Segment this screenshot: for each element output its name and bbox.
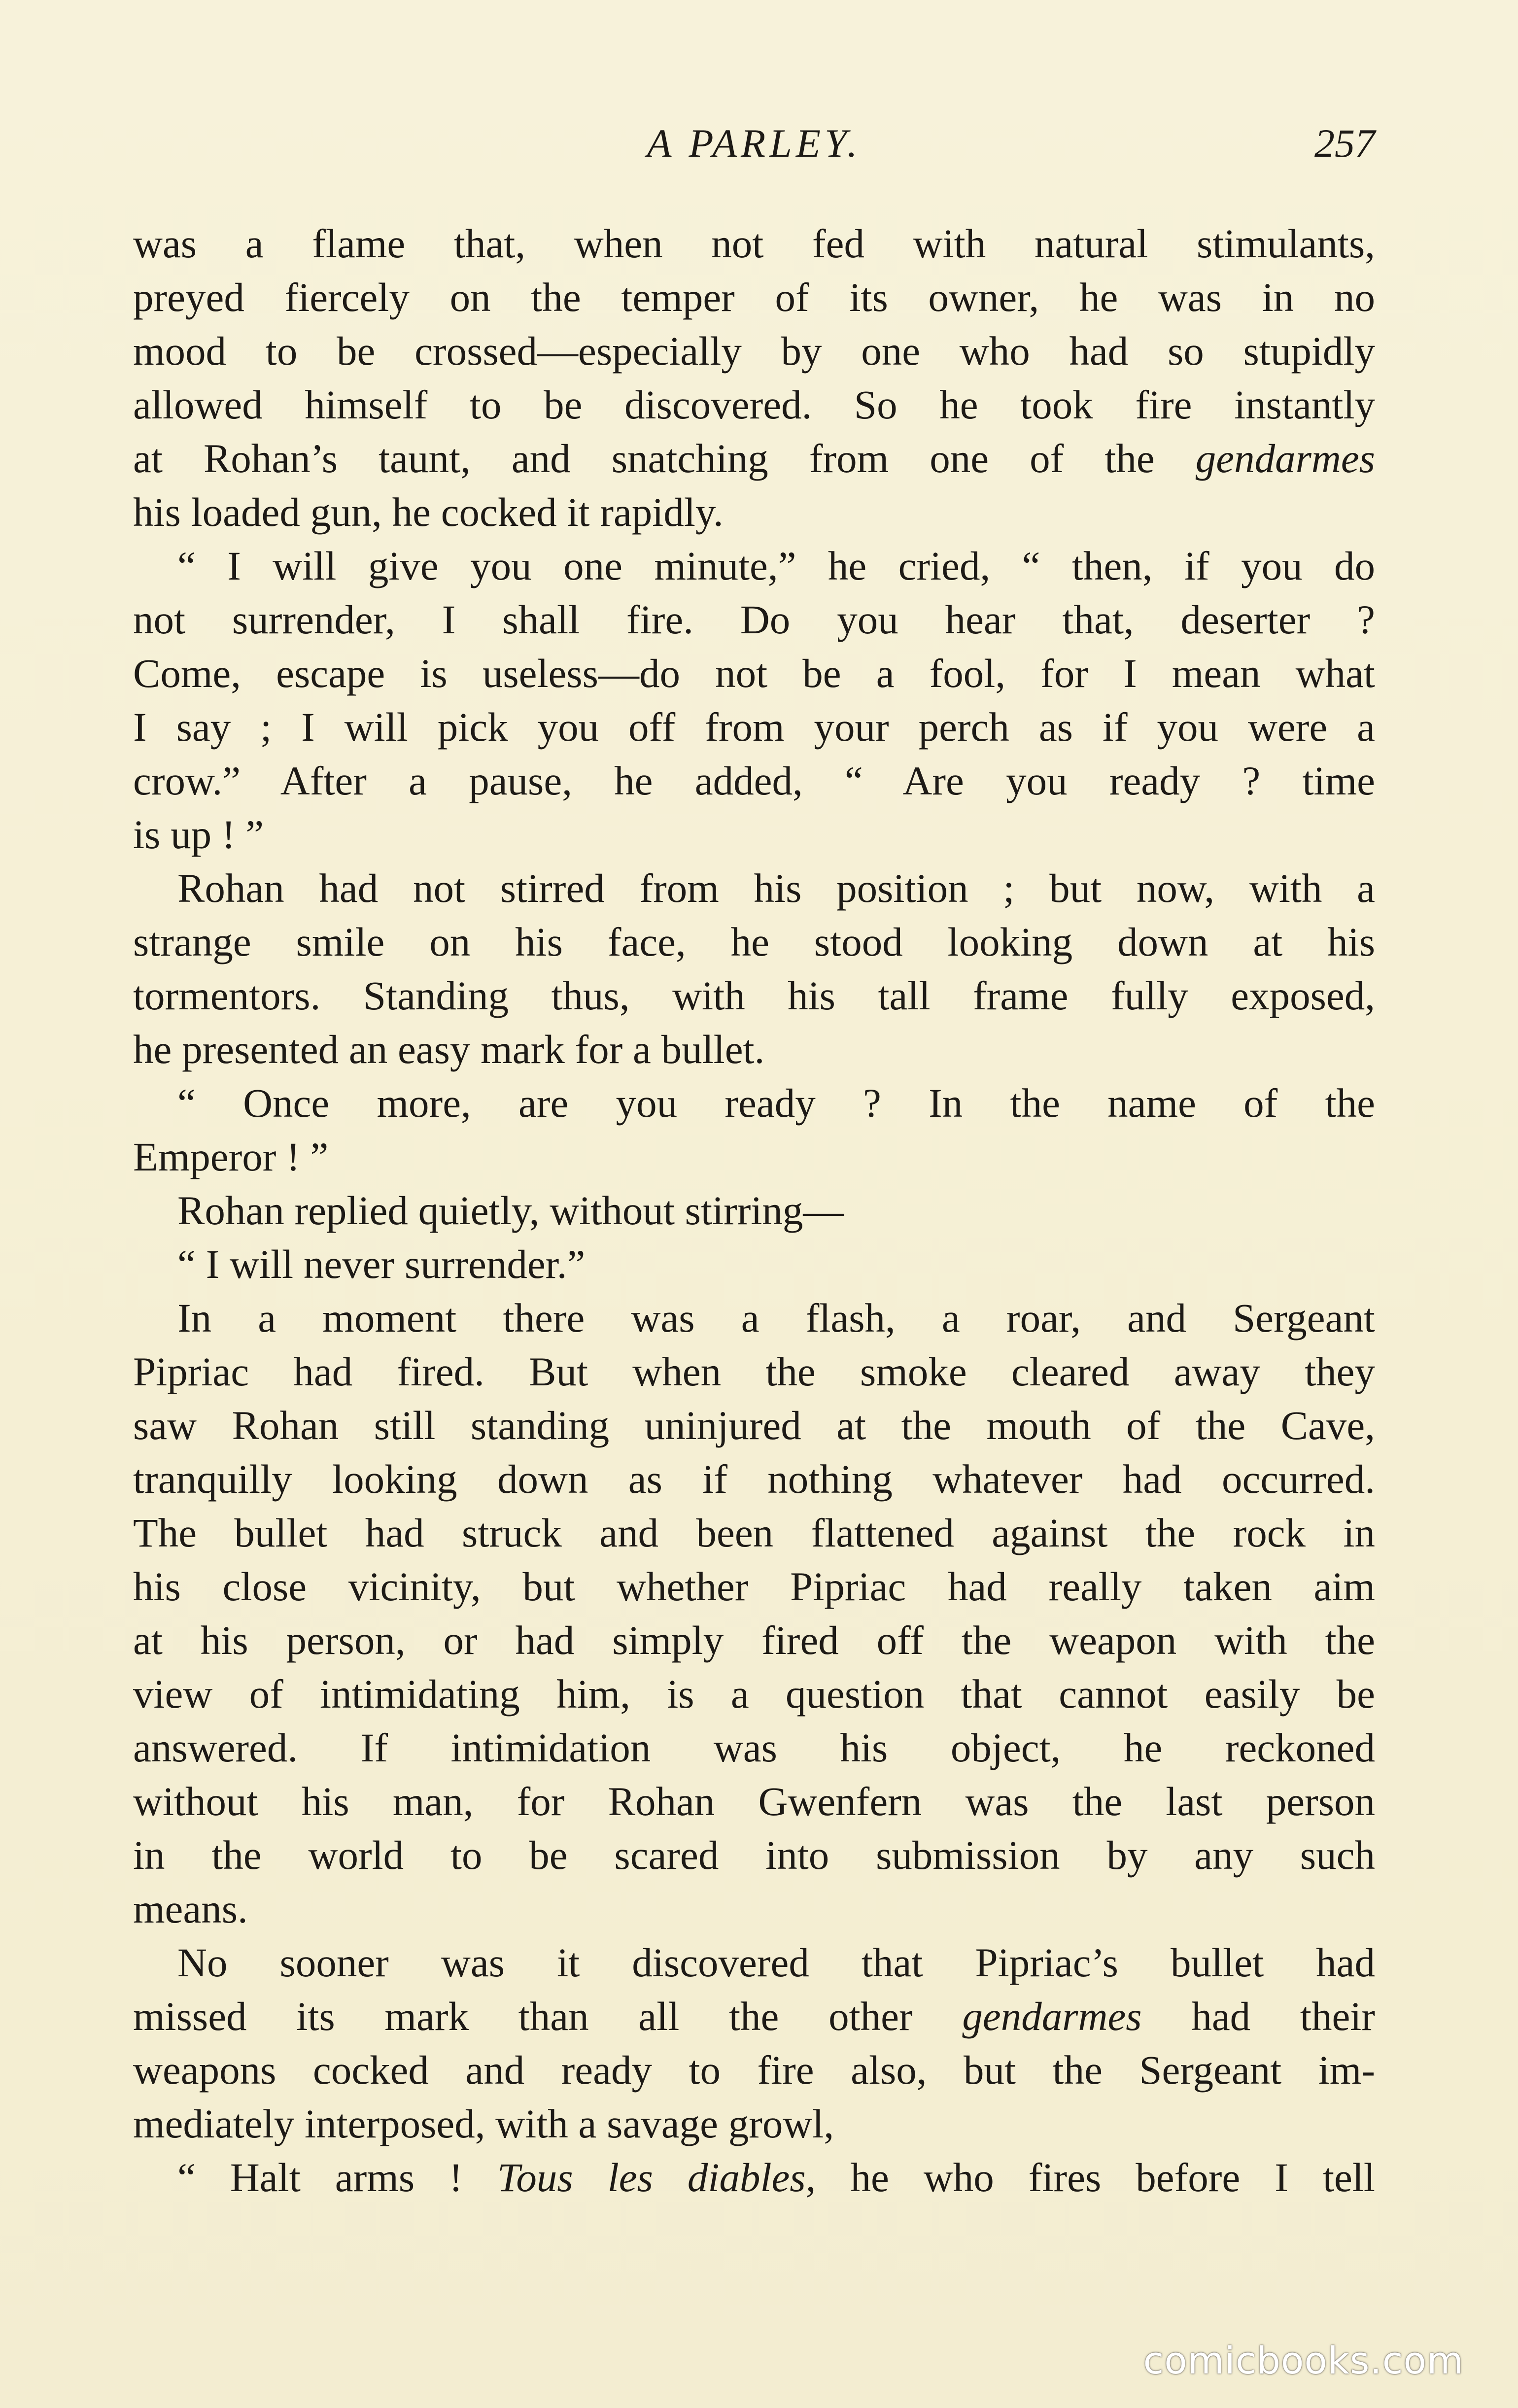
text-line: view of intimidating him, is a question that cannot easily be [133, 1671, 1375, 1717]
text-line: was a flame that, when not fed with natural stimulants, [133, 221, 1375, 266]
text-line: “ I will never surrender.” [177, 1241, 586, 1287]
text-line [133, 1990, 1375, 2043]
text-line: tranquilly looking down as if nothing whatever had occurred. [133, 1456, 1375, 1502]
text-line [133, 2151, 1375, 2204]
text-segment: “ Halt arms ! [177, 2155, 497, 2200]
running-header [133, 120, 1375, 179]
text-line: answered. If intimidation was his object, he reckoned [133, 1725, 1375, 1770]
text-line: preyed fiercely on the temper of its owner, he was in no [133, 275, 1375, 320]
text-line: his loaded gun, he cocked it rapidly. [133, 489, 724, 535]
text-segment: had their [1141, 1994, 1375, 2039]
text-line: he presented an easy mark for a bullet. [133, 1027, 765, 1072]
text-line: No sooner was it discovered that Pipriac’s bullet had [177, 1940, 1375, 1985]
text-line: in the world to be scared into submission by any such [133, 1832, 1375, 1878]
text-line: mediately interposed, with a savage growl, [133, 2101, 834, 2146]
text-segment: missed its mark than all the other [133, 1994, 963, 2039]
text-line: allowed himself to be discovered. So he took fire instantly [133, 382, 1375, 427]
watermark-logo: comicbooks.com [1143, 2339, 1464, 2382]
text-line: Rohan had not stirred from his position ; but now, with a [177, 865, 1375, 911]
text-line: Rohan replied quietly, without stirring— [177, 1188, 844, 1233]
text-line: “ Once more, are you ready ? In the name of the [177, 1080, 1375, 1126]
text-line: without his man, for Rohan Gwenfern was the last person [133, 1779, 1375, 1824]
text-line: “ I will give you one minute,” he cried, “ then, if you do [177, 543, 1375, 588]
text-line: his close vicinity, but whether Pipriac had really taken aim [133, 1564, 1375, 1609]
text-segment: he who fires before I tell [816, 2155, 1375, 2200]
text-line: mood to be crossed—especially by one who had so stupidly [133, 328, 1375, 374]
italic-word: gendarmes [1195, 436, 1375, 481]
text-line: crow.” After a pause, he added, “ Are you ready ? time [133, 758, 1375, 803]
text-line: tormentors. Standing thus, with his tall frame fully exposed, [133, 973, 1375, 1018]
text-line: means. [133, 1886, 248, 1931]
text-line: at his person, or had simply fired off the weapon with the [133, 1617, 1375, 1663]
text-line: I say ; I will pick you off from your perch as if you were a [133, 704, 1375, 750]
text-line: strange smile on his face, he stood looking down at his [133, 919, 1375, 964]
text-line: The bullet had struck and been flattened against the rock in [133, 1510, 1375, 1555]
text-line [133, 432, 1375, 485]
italic-phrase: Tous les diables, [497, 2155, 816, 2200]
text-line: weapons cocked and ready to fire also, but the Sergeant im- [133, 2047, 1375, 2093]
text-line: Pipriac had fired. But when the smoke cleared away they [133, 1349, 1375, 1394]
text-line: is up ! ” [133, 812, 264, 857]
text-segment: at Rohan’s taunt, and snatching from one of the [133, 436, 1196, 481]
running-title: A PARLEY. [647, 121, 862, 166]
text-line: In a moment there was a flash, a roar, and Sergeant [177, 1295, 1375, 1341]
text-line: Emperor ! ” [133, 1134, 329, 1179]
body-text [133, 217, 1375, 2204]
text-line: not surrender, I shall fire. Do you hear that, deserter ? [133, 597, 1375, 642]
italic-word: gendarmes [962, 1994, 1142, 2039]
page-number: 257 [1314, 121, 1375, 166]
text-line: Come, escape is useless—do not be a fool, for I mean what [133, 651, 1375, 696]
text-line: saw Rohan still standing uninjured at the mouth of the Cave, [133, 1403, 1375, 1448]
